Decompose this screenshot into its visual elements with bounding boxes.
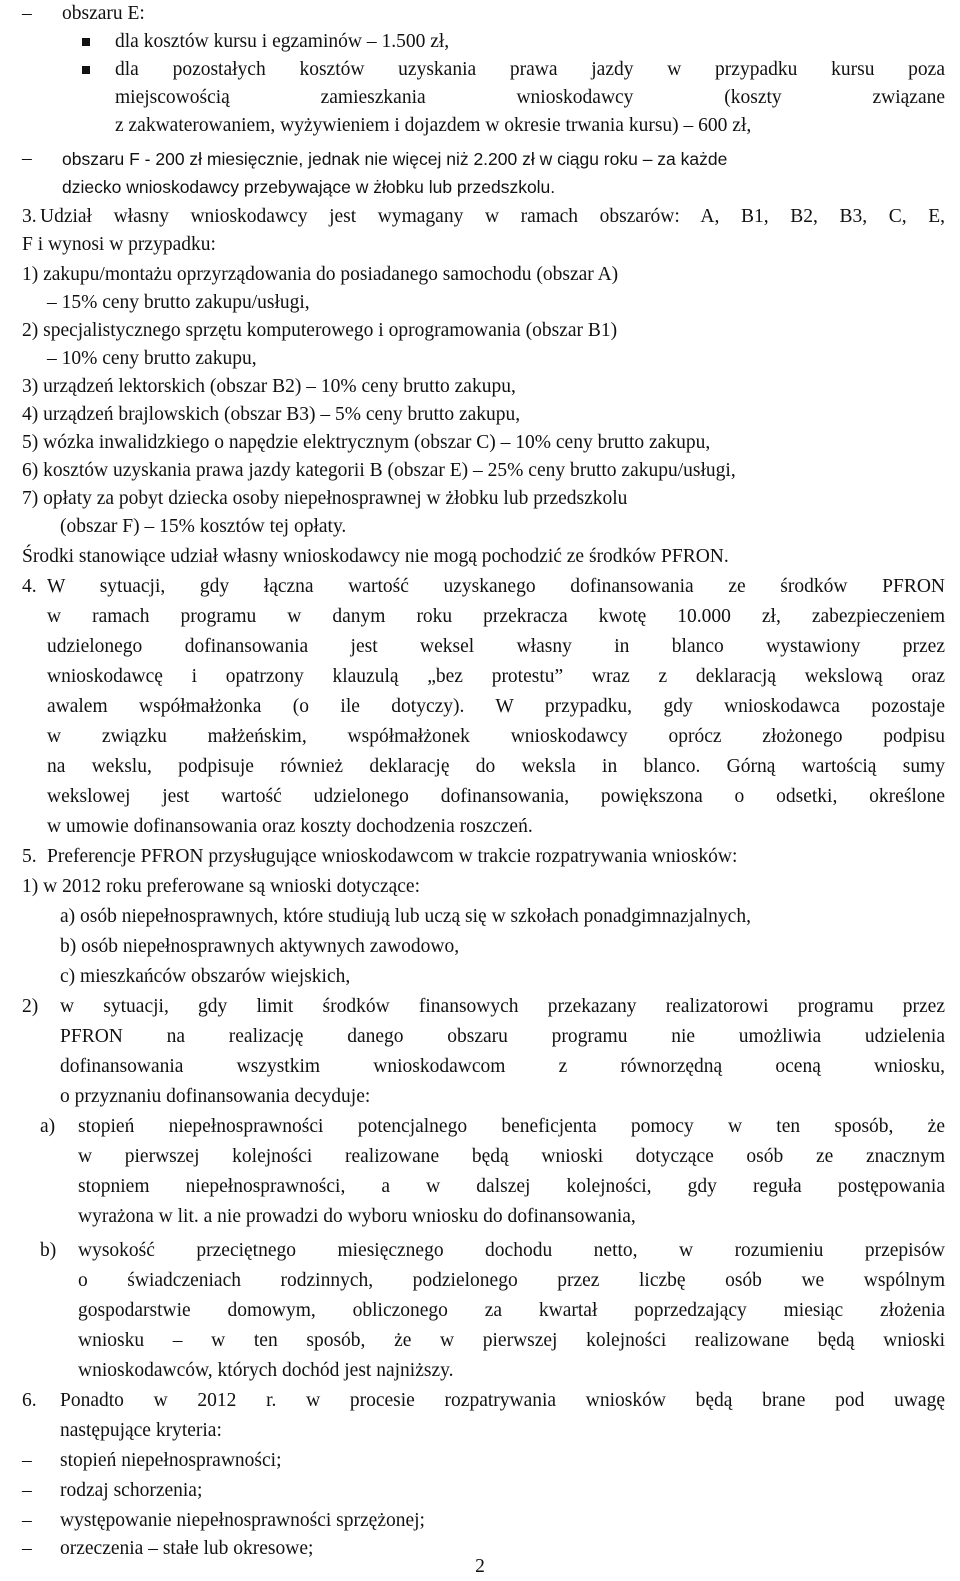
bullet-text: dla pozostałych kosztów uzyskania prawa jazdy w przypadku kursu poza	[115, 59, 945, 80]
item-text: w sytuacji, gdy limit środków finansowych przekazany realizatorowi programu przez	[60, 996, 945, 1017]
sub-item-a-cont	[0, 1203, 960, 1231]
item-text: 7) opłaty za pobyt dziecka osoby niepełnosprawnej w żłobku lub przedszkolu	[22, 488, 628, 509]
sub-item-label: b)	[40, 1240, 57, 1261]
item-text: (obszar F) – 15% kosztów tej opłaty.	[60, 516, 347, 537]
sub-item-text: wniosku – w ten sposób, że w pierwszej kolejności realizowane będą wnioski	[78, 1330, 945, 1351]
section-number: 4.	[22, 576, 37, 597]
sub-item-text: wnioskodawców, których dochód jest najniższy.	[78, 1360, 454, 1381]
dash-marker: –	[22, 1538, 32, 1559]
area-f-text: dziecko wnioskodawcy przebywające w żłobku lub przedszkolu.	[62, 177, 556, 197]
area-f-line	[0, 145, 960, 173]
area-e-label: obszaru E:	[62, 3, 145, 24]
criteria-item	[0, 1447, 960, 1475]
criteria-item	[0, 1507, 960, 1535]
criteria-text: orzeczenia – stałe lub okresowe;	[60, 1538, 314, 1559]
area-e-bullet-1	[0, 28, 960, 56]
section-4-line	[0, 723, 960, 751]
section-4-line	[0, 813, 960, 841]
section-text: w umowie dofinansowania oraz koszty dochodzenia roszczeń.	[47, 816, 533, 837]
section-4-line	[0, 663, 960, 691]
item-number: 2)	[22, 996, 39, 1017]
square-bullet-icon	[82, 66, 90, 74]
sub-item-b-cont	[0, 1327, 960, 1355]
sub-item-text: o świadczeniach rodzinnych, podzielonego przez liczbę osób we wspólnym	[78, 1270, 945, 1291]
criteria-item	[0, 1477, 960, 1505]
item-text: PFRON na realizację danego obszaru programu nie umożliwia udzielenia	[60, 1026, 945, 1047]
note-text: Środki stanowiące udział własny wnioskodawcy nie mogą pochodzić ze środków PFRON.	[22, 546, 729, 567]
section-3-note	[0, 543, 960, 571]
section-text: w ramach programu w danym roku przekracza kwotę 10.000 zł, zabezpieczeniem	[47, 606, 945, 627]
page-number: 2	[475, 1556, 485, 1577]
sub-item-text: stopień niepełnosprawności potencjalnego beneficjenta pomocy w ten sposób, że	[78, 1116, 945, 1137]
section-number: 3.	[22, 206, 37, 227]
item-text: 5) wózka inwalidzkiego o napędzie elektrycznym (obszar C) – 10% ceny brutto zakupu,	[22, 432, 711, 453]
section-number: 5.	[22, 846, 37, 867]
area-e-bullet-2	[0, 56, 960, 84]
section-text: w związku małżeńskim, współmałżonek wnioskodawcy oprócz złożonego podpisu	[47, 726, 945, 747]
bullet-text: dla kosztów kursu i egzaminów – 1.500 zł,	[115, 31, 450, 52]
list-item-cont	[0, 1023, 960, 1051]
section-3-intro-cont	[0, 231, 960, 259]
item-text: 4) urządzeń brajlowskich (obszar B3) – 5% ceny brutto zakupu,	[22, 404, 521, 425]
sub-item-b-cont	[0, 1267, 960, 1295]
sub-item	[0, 963, 960, 991]
item-text: 6) kosztów uzyskania prawa jazdy kategorii B (obszar E) – 25% ceny brutto zakupu/usługi,	[22, 460, 736, 481]
section-text: na wekslu, podpisuje również deklarację do weksla in blanco. Górną wartością sumy	[47, 756, 945, 777]
list-item-cont	[0, 345, 960, 373]
sub-item-a-cont	[0, 1143, 960, 1171]
criteria-text: rodzaj schorzenia;	[60, 1480, 203, 1501]
section-text: Ponadto w 2012 r. w procesie rozpatrywania wniosków będą brane pod uwagę	[60, 1390, 945, 1411]
item-text: 3) urządzeń lektorskich (obszar B2) – 10% ceny brutto zakupu,	[22, 376, 516, 397]
section-4-line	[0, 633, 960, 661]
list-item-cont	[0, 1083, 960, 1111]
sub-item-text: w pierwszej kolejności realizowane będą wnioski dotyczące osób ze znacznym	[78, 1146, 945, 1167]
sub-item-text: stopniem niepełnosprawności, a w dalszej kolejności, gdy reguła postępowania	[78, 1176, 945, 1197]
sub-item-b	[0, 1237, 960, 1265]
section-text: wekslowej jest wartość udzielonego dofinansowania, powiększona o odsetki, określone	[47, 786, 945, 807]
item-text: 1) zakupu/montażu oprzyrządowania do posiadanego samochodu (obszar A)	[22, 264, 619, 285]
section-number: 6.	[22, 1390, 37, 1411]
sub-item-a-cont	[0, 1173, 960, 1201]
list-item	[0, 457, 960, 485]
section-text: Preferencje PFRON przysługujące wnioskodawcom w trakcie rozpatrywania wniosków:	[47, 846, 738, 867]
sub-item-text: c) mieszkańców obszarów wiejskich,	[60, 966, 351, 987]
bullet-text: miejscowością zamieszkania wnioskodawcy (koszty związane	[115, 87, 945, 108]
section-text: udzielonego dofinansowania jest weksel własny in blanco wystawiony przez	[47, 636, 945, 657]
list-item	[0, 317, 960, 345]
sub-item-text: a) osób niepełnosprawnych, które studiują lub uczą się w szkołach ponadgimnazjalnych,	[60, 906, 751, 927]
section-text: następujące kryteria:	[60, 1420, 222, 1441]
dash-marker: –	[22, 148, 32, 169]
area-f-line-cont	[0, 173, 960, 201]
sub-item-text: wysokość przeciętnego miesięcznego dochodu netto, w rozumieniu przepisów	[78, 1240, 945, 1261]
sub-item-a	[0, 1113, 960, 1141]
sub-item-label: a)	[40, 1116, 56, 1137]
item-text: dofinansowania wszystkim wnioskodawcom z równorzędną oceną wniosku,	[60, 1056, 945, 1077]
dash-marker: –	[22, 1480, 32, 1501]
list-item-cont	[0, 1053, 960, 1081]
list-item	[0, 873, 960, 901]
list-item-cont	[0, 513, 960, 541]
section-text: F i wynosi w przypadku:	[22, 234, 216, 255]
dash-marker: –	[22, 1450, 32, 1471]
list-item	[0, 485, 960, 513]
dash-marker: –	[22, 1510, 32, 1531]
list-item	[0, 429, 960, 457]
list-item	[0, 261, 960, 289]
sub-item-text: wyrażona w lit. a nie prowadzi do wyboru wniosku do dofinansowania,	[78, 1206, 636, 1227]
criteria-text: stopień niepełnosprawności;	[60, 1450, 282, 1471]
sub-item-b-cont	[0, 1297, 960, 1325]
section-4-line	[0, 603, 960, 631]
section-text: wnioskodawcę i opatrzony klauzulą „bez protestu” wraz z deklaracją wekslową oraz	[47, 666, 945, 687]
area-e-line	[0, 0, 960, 28]
sub-item	[0, 903, 960, 931]
section-4-line	[0, 573, 960, 601]
list-item	[0, 373, 960, 401]
section-6-line	[0, 1417, 960, 1445]
section-4-line	[0, 693, 960, 721]
section-text: W sytuacji, gdy łączna wartość uzyskanego dofinansowania ze środków PFRON	[47, 576, 945, 597]
area-f-text: obszaru F - 200 zł miesięcznie, jednak nie więcej niż 2.200 zł w ciągu roku – za każde	[62, 149, 728, 169]
list-item-cont	[0, 289, 960, 317]
list-item	[0, 401, 960, 429]
item-text: o przyznaniu dofinansowania decyduje:	[60, 1086, 371, 1107]
section-6-line	[0, 1387, 960, 1415]
section-4-line	[0, 783, 960, 811]
section-text: Udział własny wnioskodawcy jest wymagany w ramach obszarów: A, B1, B2, B3, C, E,	[40, 206, 945, 227]
item-text: 2) specjalistycznego sprzętu komputerowego i oprogramowania (obszar B1)	[22, 320, 618, 341]
sub-item-text: b) osób niepełnosprawnych aktywnych zawodowo,	[60, 936, 460, 957]
square-bullet-icon	[82, 38, 90, 46]
sub-item	[0, 933, 960, 961]
list-item	[0, 993, 960, 1021]
section-3-intro	[0, 203, 960, 231]
sub-item-b-cont	[0, 1357, 960, 1385]
item-text: – 10% ceny brutto zakupu,	[47, 348, 257, 369]
bullet-text: z zakwaterowaniem, wyżywieniem i dojazdem w okresie trwania kursu) – 600 zł,	[115, 115, 752, 136]
item-text: – 15% ceny brutto zakupu/usługi,	[47, 292, 310, 313]
section-5-intro	[0, 843, 960, 871]
section-text: awalem współmałżonka (o ile dotyczy). W przypadku, gdy wnioskodawca pozostaje	[47, 696, 945, 717]
dash-marker: –	[22, 3, 32, 24]
sub-item-text: gospodarstwie domowym, obliczonego za kwartał poprzedzający miesiąc złożenia	[78, 1300, 945, 1321]
area-e-bullet-2-cont	[0, 84, 960, 112]
criteria-text: występowanie niepełnosprawności sprzężonej;	[60, 1510, 425, 1531]
section-4-line	[0, 753, 960, 781]
area-e-bullet-2-cont	[0, 112, 960, 140]
item-text: 1) w 2012 roku preferowane są wnioski dotyczące:	[22, 876, 420, 897]
